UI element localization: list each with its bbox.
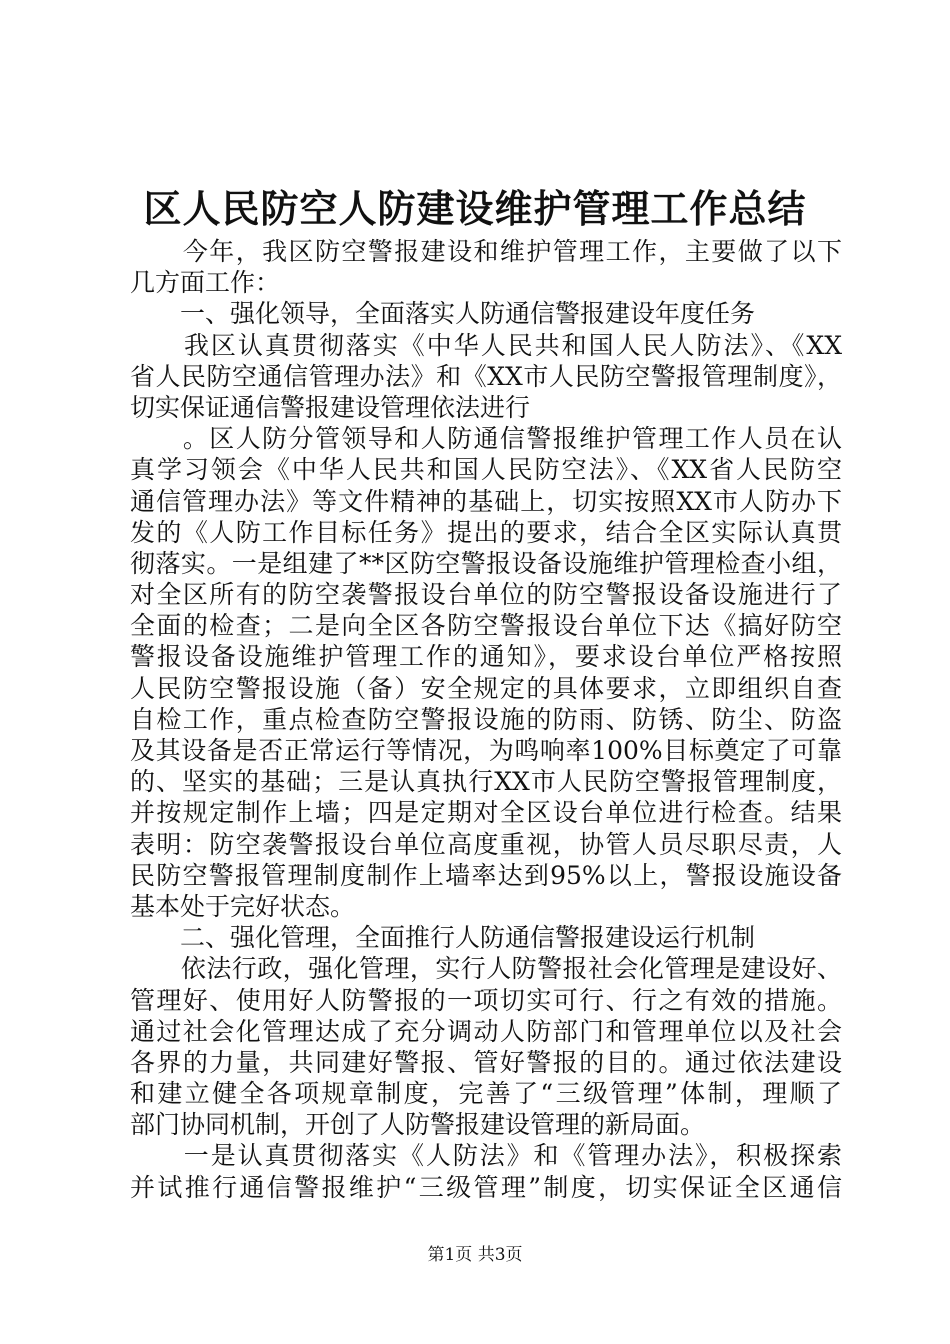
body-text-line: 一、强化领导，全面落实人防通信警报建设年度任务 <box>130 299 756 329</box>
body-text-line: 今年，我区防空警报建设和维护管理工作，主要做了以下 <box>130 237 842 266</box>
body-text-line: 并按规定制作上墙；四是定期对全区设台单位进行检查。结果 <box>130 798 842 828</box>
body-text-line: 警报设备设施维护管理工作的通知》，要求设台单位严格按照 <box>130 642 842 672</box>
body-text-line: 通过社会化管理达成了充分调动人防部门和管理单位以及社会 <box>130 1016 842 1046</box>
body-text-line: 基本处于完好状态。 <box>130 891 356 921</box>
body-text-line: 我区认真贯彻落实《中华人民共和国人民人防法》、《XX <box>130 330 842 360</box>
body-text-line: 真学习领会《中华人民共和国人民防空法》、《XX省人民防空 <box>130 455 842 485</box>
body-text-line: 发的《人防工作目标任务》提出的要求，结合全区实际认真贯 <box>130 517 842 547</box>
body-text-line: 通信管理办法》等文件精神的基础上，切实按照XX市人防办下 <box>130 486 842 516</box>
body-text-line: 人民防空警报设施（备）安全规定的具体要求，立即组织自查 <box>130 673 842 703</box>
body-text-line: 各界的力量，共同建好警报、管好警报的目的。通过依法建设 <box>130 1047 842 1077</box>
body-text-line: 表明：防空袭警报设台单位高度重视，协管人员尽职尽责，人 <box>130 829 842 859</box>
body-text-line: 省人民防空通信管理办法》和《XX市人民防空警报管理制度》， <box>130 361 842 391</box>
body-text-line: 管理好、使用好人防警报的一项切实可行、行之有效的措施。 <box>130 985 842 1015</box>
document-title: 区人民防空人防建设维护管理工作总结 <box>143 186 807 231</box>
body-text-line: 对全区所有的防空袭警报设台单位的防空警报设备设施进行了 <box>130 580 842 610</box>
body-text-line: 一是认真贯彻落实《人防法》和《管理办法》，积极探索 <box>130 1141 842 1171</box>
body-text-line: 及其设备是否正常运行等情况，为鸣响率100%目标奠定了可靠 <box>130 736 842 765</box>
body-text-line: 二、强化管理，全面推行人防通信警报建设运行机制 <box>130 923 756 953</box>
body-text-line: 切实保证通信警报建设管理依法进行 <box>130 392 531 422</box>
document-body <box>130 236 842 1203</box>
page-number-footer: 第1页 共3页 <box>427 1245 523 1265</box>
body-text-line: 。区人防分管领导和人防通信警报维护管理工作人员在认 <box>130 424 842 454</box>
body-text-line: 和建立健全各项规章制度，完善了“三级管理”体制，理顺了 <box>130 1079 842 1109</box>
body-text-line: 的、坚实的基础；三是认真执行XX市人民防空警报管理制度， <box>130 767 842 797</box>
body-text-line: 彻落实。一是组建了**区防空警报设备设施维护管理检查小组， <box>130 548 842 578</box>
body-text-line: 自检工作，重点检查防空警报设施的防雨、防锈、防尘、防盗 <box>130 704 842 734</box>
body-text-line: 并试推行通信警报维护“三级管理”制度，切实保证全区通信 <box>130 1172 842 1202</box>
body-text-line: 全面的检查；二是向全区各防空警报设台单位下达《搞好防空 <box>130 611 842 641</box>
body-text-line: 几方面工作： <box>130 268 281 298</box>
body-text-line: 部门协同机制，开创了人防警报建设管理的新局面。 <box>130 1110 706 1140</box>
body-text-line: 民防空警报管理制度制作上墙率达到95%以上，警报设施设备 <box>130 860 842 890</box>
body-text-line: 依法行政，强化管理，实行人防警报社会化管理是建设好、 <box>130 954 842 984</box>
